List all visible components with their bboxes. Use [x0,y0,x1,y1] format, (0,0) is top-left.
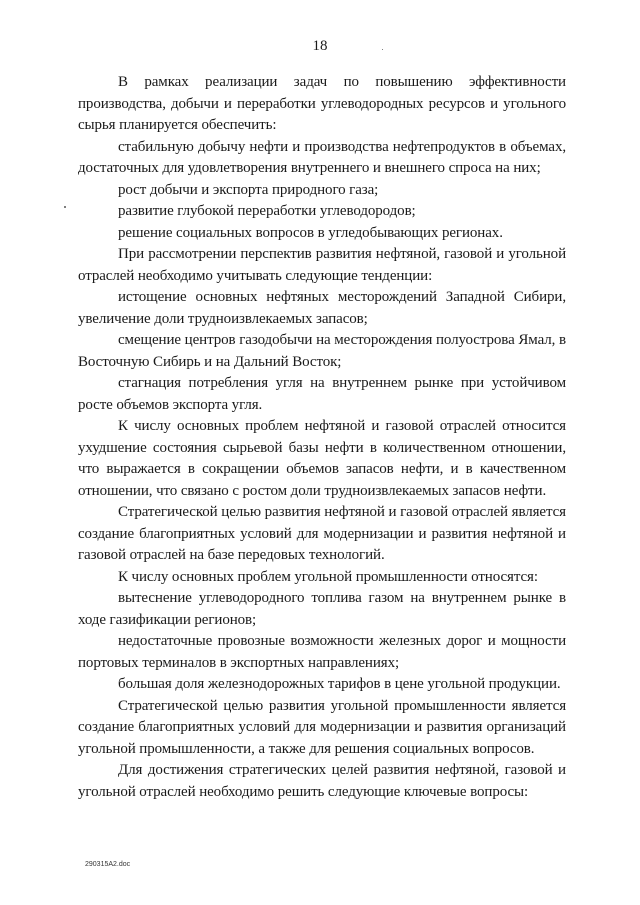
paragraph: смещение центров газодобычи на месторождения полуострова Ямал, в Восточную Сибирь и на Дальний Восток; [78,332,566,370]
paragraph: рост добычи и экспорта природного газа; [118,181,379,198]
paragraph: решение социальных вопросов в угледобывающих регионах. [118,224,503,241]
paragraph: недостаточные провозные возможности железных дорог и мощности портовых терминалов в экспортных направлениях; [78,633,566,671]
paragraph: стабильную добычу нефти и производства нефтепродуктов в объемах, достаточных для удовлетворения внутреннего и внешнего спроса на них; [78,138,566,176]
paragraph: Стратегической целью развития угольной промышленности является создание благоприятных условий для модернизации и развития организаций угольной промышленности, а также для решения социальных вопросов. [78,697,566,757]
paragraph: К числу основных проблем угольной промышленности относятся: [118,568,538,585]
paragraph: В рамках реализации задач по повышению эффективности производства, добычи и переработки углеводородных ресурсов и угольного сырья планируется обеспечить: [78,74,566,133]
page-number: 18 [312,38,328,54]
scan-speck [64,206,66,208]
document-body [78,72,566,803]
paragraph: Стратегической целью развития нефтяной и газовой отраслей является создание благоприятных условий для модернизации и развития нефтяной и газовой отраслей на базе передовых технологий. [78,504,566,563]
paragraph: развитие глубокой переработки углеводородов; [118,203,416,219]
paragraph: При рассмотрении перспектив развития нефтяной, газовой и угольной отраслей необходимо учитывать следующие тенденции: [78,246,566,284]
document-footer: 290315A2.doc [85,861,131,868]
paragraph: большая доля железнодорожных тарифов в цене угольной продукции. [118,676,561,692]
paragraph: Для достижения стратегических целей развития нефтяной, газовой и угольной отраслей необходимо решить следующие ключевые вопросы: [78,762,566,800]
paragraph: К числу основных проблем нефтяной и газовой отраслей относится ухудшение состояния сырьевой базы нефти в количественном отношении, что выражается в сокращении объемов запасов нефти, и в качественном отношении, что связано с ростом доли трудноизвлекаемых запасов нефти. [78,418,566,499]
paragraph: вытеснение углеводородного топлива газом на внутреннем рынке в ходе газификации регионов; [78,590,566,628]
scan-speck [382,49,383,50]
paragraph: стагнация потребления угля на внутреннем рынке при устойчивом росте объемов экспорта угля. [78,375,566,413]
paragraph: истощение основных нефтяных месторождений Западной Сибири, увеличение доли трудноизвлекаемых запасов; [78,289,566,327]
